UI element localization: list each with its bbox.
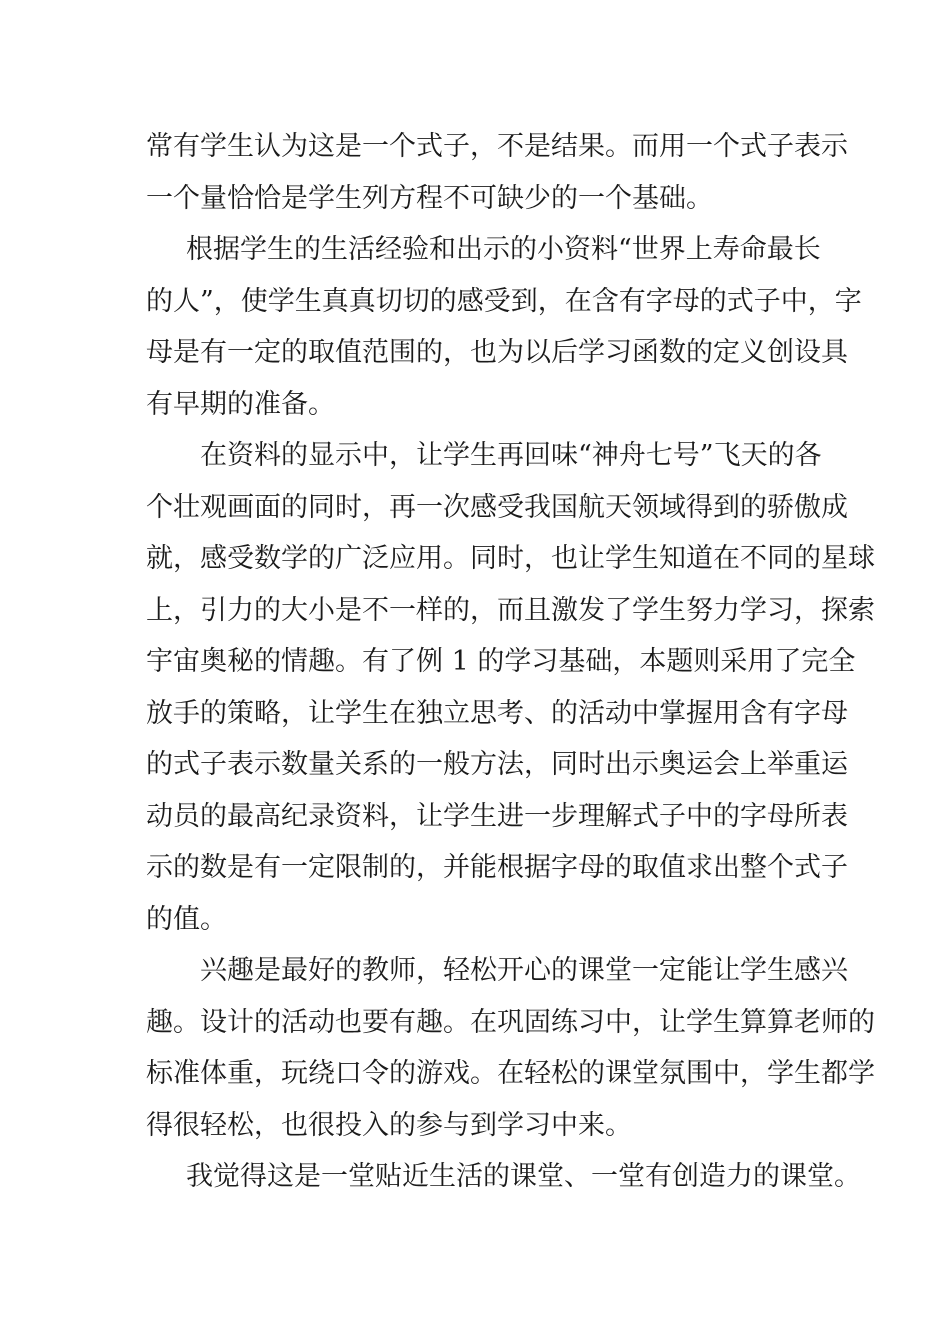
paragraph-2-line-2: 的人”，使学生真真切切的感受到，在含有字母的式子中，字 bbox=[146, 286, 862, 317]
paragraph-3-line-9: 示的数是有一定限制的，并能根据字母的取值求出整个式子 bbox=[146, 852, 848, 883]
paragraph-2-line-3: 母是有一定的取值范围的，也为以后学习函数的定义创设具 bbox=[146, 337, 848, 368]
paragraph-1-line-1: 常有学生认为这是一个式子，不是结果。而用一个式子表示 bbox=[146, 131, 848, 162]
paragraph-4-line-2: 趣。设计的活动也要有趣。在巩固练习中，让学生算算老师的 bbox=[146, 1007, 875, 1038]
paragraph-4-line-4: 得很轻松，也很投入的参与到学习中来。 bbox=[146, 1110, 632, 1141]
paragraph-3-line-1: 在资料的显示中，让学生再回味“神舟七号”飞天的各 bbox=[200, 440, 822, 471]
paragraph-2-line-4: 有早期的准备。 bbox=[146, 389, 335, 420]
paragraph-4-line-3: 标准体重，玩绕口令的游戏。在轻松的课堂氛围中，学生都学 bbox=[146, 1058, 875, 1089]
paragraph-5-line-1: 我觉得这是一堂贴近生活的课堂、一堂有创造力的课堂。 bbox=[186, 1161, 861, 1192]
paragraph-4-line-1: 兴趣是最好的教师，轻松开心的课堂一定能让学生感兴 bbox=[200, 955, 848, 986]
paragraph-3-line-5: 宇宙奥秘的情趣。有了例 1 的学习基础，本题则采用了完全 bbox=[146, 646, 856, 677]
paragraph-1-line-2: 一个量恰恰是学生列方程不可缺少的一个基础。 bbox=[146, 183, 713, 214]
paragraph-3-line-6: 放手的策略，让学生在独立思考、的活动中掌握用含有字母 bbox=[146, 698, 848, 729]
paragraph-3-line-3: 就，感受数学的广泛应用。同时，也让学生知道在不同的星球 bbox=[146, 543, 875, 574]
paragraph-2-line-1: 根据学生的生活经验和出示的小资料“世界上寿命最长 bbox=[186, 234, 821, 265]
paragraph-3-line-4: 上，引力的大小是不一样的，而且激发了学生努力学习，探索 bbox=[146, 595, 875, 626]
paragraph-3-line-7: 的式子表示数量关系的一般方法，同时出示奥运会上举重运 bbox=[146, 749, 848, 780]
paragraph-3-line-8: 动员的最高纪录资料，让学生进一步理解式子中的字母所表 bbox=[146, 801, 848, 832]
paragraph-3-line-2: 个壮观画面的同时，再一次感受我国航天领域得到的骄傲成 bbox=[146, 492, 848, 523]
paragraph-3-line-10: 的值。 bbox=[146, 904, 227, 935]
